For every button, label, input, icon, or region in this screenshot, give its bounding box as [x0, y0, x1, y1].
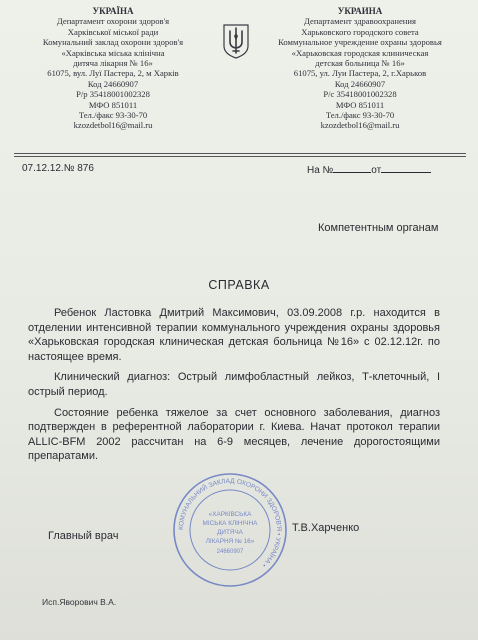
signer-position: Главный врач — [48, 530, 119, 542]
letterhead-left — [18, 6, 208, 131]
letterhead-right-line: Тел./факс 93-30-70 — [325, 110, 395, 121]
body-paragraph: Ребенок Ластовка Дмитрий Максимович, 03.09.2008 г.р. находится в отделении интенсивной терапии коммунального учреждения охраны здоровья «Харьковская городская клиническая детская больница №16» с 02.12.12г. по настоящее время. — [28, 307, 440, 363]
incoming-reference — [307, 163, 431, 176]
letterhead-left-country: УКРАЇНА — [92, 6, 134, 16]
letterhead-right-line: Код 24660907 — [334, 78, 386, 89]
stamp-center-line: ЛІКАРНЯ № 16» — [205, 538, 255, 545]
stamp-center-line: ДИТЯЧА — [217, 529, 243, 536]
letterhead-left-line: Код 24660907 — [87, 78, 139, 89]
letterhead-left-line: МФО 851011 — [88, 99, 138, 110]
letterhead-right-line: Департамент здравоохранения — [304, 16, 416, 27]
body-paragraph: Состояние ребенка тяжелое за счет основного заболевания, диагноз подтвержден в референтной лаборатории г. Киева. Начат протокол терапии ALLIC-BFM 2002 рассчитан на 6-9 месяцев, лечение дорогостоящими препаратами. — [28, 406, 440, 463]
letterhead-right-line: Коммунальное учреждение охраны здоровья — [278, 37, 442, 48]
letterhead-left-line: дитяча лікарня № 16» — [73, 58, 153, 69]
outgoing-reference — [22, 163, 94, 174]
signer-name: Т.В.Харченко — [292, 522, 360, 534]
letterhead-right-line: Р/с 35418001002328 — [323, 89, 397, 100]
body-paragraph: Клинический диагноз: Острый лимфобластный лейкоз, Т-клеточный, I острый период. — [28, 371, 440, 398]
ukraine-trident-emblem-icon — [221, 22, 251, 60]
letterhead-divider-thin — [14, 156, 466, 157]
executor-note: Исп.Яворович В.А. — [42, 597, 117, 607]
stamp-center-line: «ХАРКІВСЬКА — [208, 511, 252, 518]
letterhead-left-line: Харківської міської ради — [67, 26, 159, 37]
letterhead-right-email: kzozdetbol16@mail.ru — [320, 120, 400, 131]
document-title: СПРАВКА — [208, 278, 270, 292]
outgoing-reference-number: 07.12.12.№ 876 — [22, 163, 94, 174]
letterhead-left-line: Тел./факс 93-30-70 — [78, 110, 148, 121]
incoming-number-label: На № — [307, 165, 334, 176]
document-body — [28, 306, 440, 470]
letterhead-right-line: 61075, ул. Луи Пастера, 2, г.Харьков — [293, 68, 427, 79]
letterhead-left-line: Комунальний заклад охорони здоров'я — [42, 37, 184, 48]
stamp-center-line: МІСЬКА КЛІНІЧНА — [202, 520, 258, 527]
incoming-number-blank — [333, 163, 371, 173]
stamp-code: 24660907 — [216, 549, 244, 555]
official-round-stamp — [170, 470, 290, 590]
letterhead-left-line: «Харківська міська клінічна — [61, 47, 165, 58]
letterhead-left-email: kzozdetbol16@mail.ru — [73, 120, 153, 131]
letterhead-right — [262, 6, 458, 131]
letterhead-right-line: «Харьковская городская клиническая — [291, 47, 429, 58]
letterhead-divider — [14, 153, 466, 154]
addressee: Компетентным органам — [318, 222, 439, 234]
letterhead-left-line: 61075, вул. Луї Пастера, 2, м Харків — [47, 68, 179, 79]
letterhead-right-line: Харьковского городского совета — [301, 26, 419, 37]
stamp-ring-text: КОМУНАЛЬНИЙ ЗАКЛАД ОХОРОНИ ЗДОРОВ'Я • УКРАЇНА • — [177, 477, 283, 569]
letterhead-right-line: МФО 851011 — [335, 99, 385, 110]
incoming-date-label: от — [371, 165, 382, 176]
letterhead-right-country: УКРАИНА — [337, 6, 383, 16]
letterhead-right-line: детская больница № 16» — [315, 58, 405, 69]
incoming-date-blank — [381, 163, 431, 173]
letterhead-left-line: Департамент охорони здоров'я — [56, 16, 170, 27]
letterhead-left-line: Р/р 35418001002328 — [76, 89, 150, 100]
